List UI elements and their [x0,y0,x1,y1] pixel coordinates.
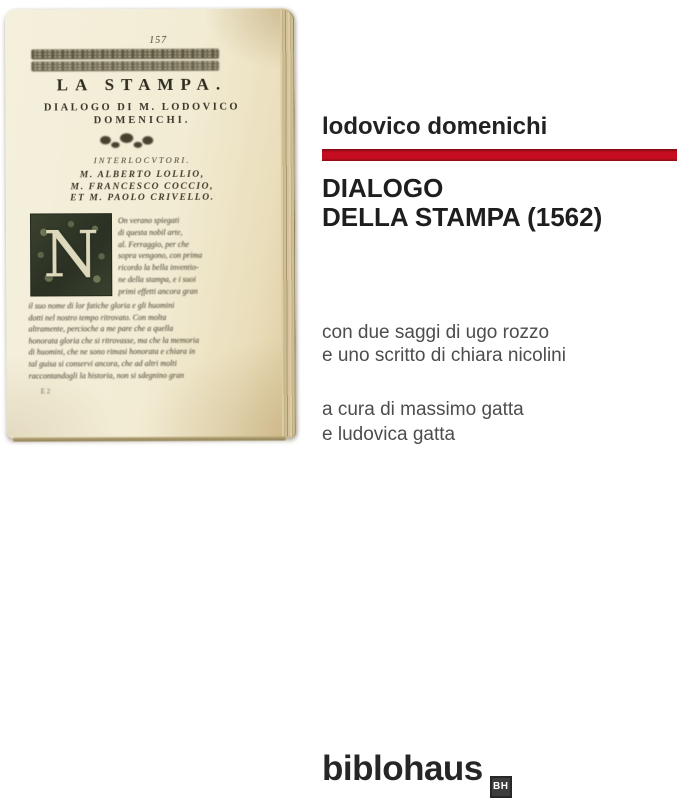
illegible-print-column [118,215,232,298]
page-heading-line1: DIALOGO DI M. LODOVICO [43,101,241,114]
ornament-row-icon [31,61,219,72]
illegible-print-paragraph [28,300,233,382]
book-title-line2: DELLA STAMPA (1562) [322,202,603,232]
page-heading-line2: DOMENICHI. [93,114,191,127]
page-title: LA STAMPA. [56,74,228,95]
ornament-cluster-icon [94,130,160,150]
signature-mark: E 2 [40,387,51,396]
publisher-logo [322,749,512,792]
book-subtitle-line1: con due saggi di ugo rozzo [322,322,550,343]
illegible-print-line: di huomini, che ne sono rimasi honorata e chiara in [28,347,196,357]
drop-cap-letter: N [42,218,100,293]
page-number: 157 [149,34,168,47]
author-name: lodovico domenichi [322,113,548,140]
illegible-print-line: il suo nome di lor fatiche gloria e gli huomini [28,300,175,311]
ornament-row-icon [31,49,219,60]
publisher-name: biblohaus [322,749,483,788]
illegible-print-line: ne della stampa, e i suoi [118,274,197,285]
illegible-print-line: raccontandogli la historia, non si sdegnino gran [28,370,185,381]
book-subtitle-line2: e uno scritto di chiara nicolini [322,345,566,366]
illegible-print-line: tal guisa si conservi ancora, che ad altri molti [28,358,177,369]
editors-credit [322,397,524,447]
publisher-bh-mark-icon: BH [490,776,512,798]
old-book-photo [5,8,296,438]
editors-line1: a cura di massimo gatta [322,399,524,420]
speaker-line: M. FRANCESCO COCCIO, [70,181,215,192]
illegible-print-line: altramente, percioche a me pare che a quella [28,324,174,334]
illegible-print-line: sopra vengono, con prima [118,251,203,261]
book-title [322,174,602,232]
illegible-print-line: On verano spiegati [117,215,180,226]
editors-line2: e ludovica gatta [322,424,456,445]
illegible-print-line: di questa nobil arte, [118,227,183,237]
speakers-list [6,169,279,205]
illegible-print-line: dotti nel nostro tempo ritrovato. Con molta [28,312,167,323]
section-heading: INTERLOCVTORI. [93,154,191,166]
woodcut-initial-N [30,213,112,296]
book-subtitle [322,321,566,367]
illegible-print-line: ricordo la bella inventio- [118,262,199,273]
speaker-line: M. ALBERTO LOLLIO, [79,169,205,181]
book-fore-edge [280,10,296,436]
red-accent-bar [322,149,677,161]
old-book-page [5,8,280,438]
illegible-print-line: primi effetti ancora gran [118,286,198,296]
book-title-line1: DIALOGO [322,173,444,203]
speaker-line: ET M. PAOLO CRIVELLO. [70,192,215,204]
illegible-print-line: honorata gloria che si ritrovasse, ma che la memoria [28,335,200,346]
ornament-band-icon [31,49,219,74]
illegible-print-line: al. Ferraggio, per che [118,239,189,249]
